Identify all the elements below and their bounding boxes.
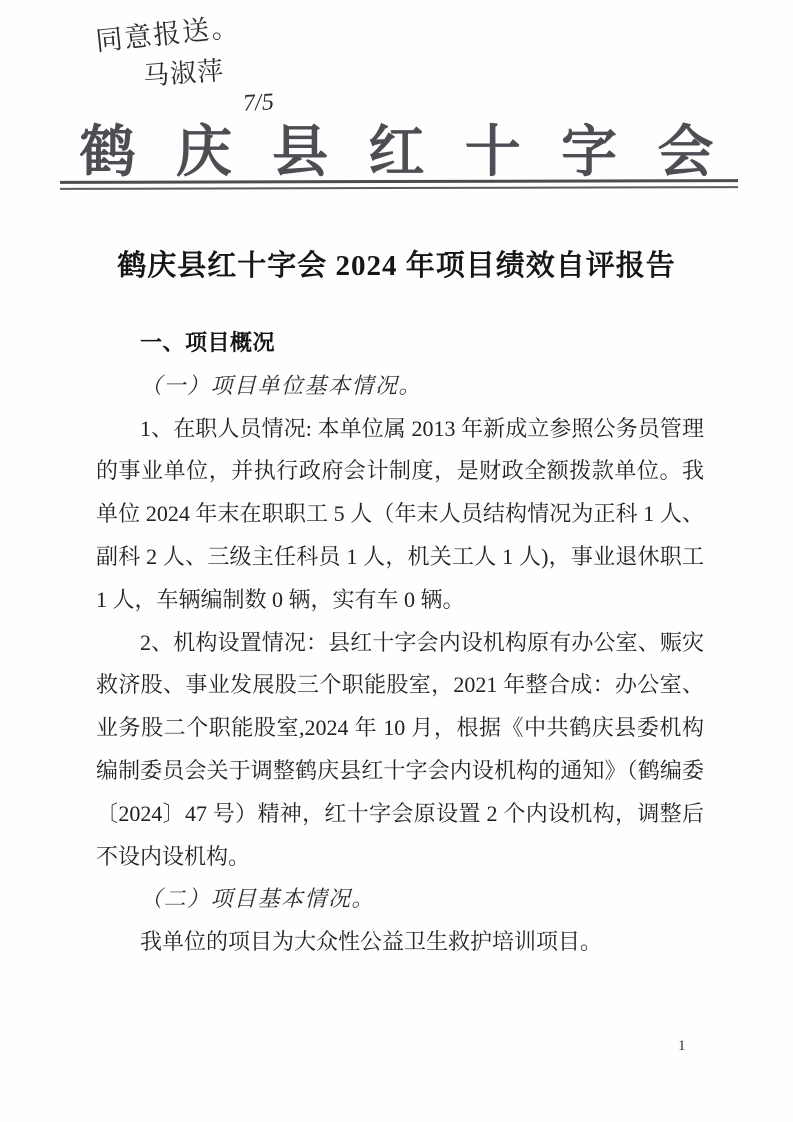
paragraph-staffing: 1、在职人员情况: 本单位属 2013 年新成立参照公务员管理的事业单位，并执行政府会计制度，是财政全额拨款单位。我单位 2024 年末在职职工 5 人（年末人员结构情况为正科 1 人、副科 2 人、三级主任科员 1 人，机关工人 1 人)，事业退休职工 1 人，车辆编制数 0 辆，实有车 0 辆。 <box>96 415 704 612</box>
approval-text: 同意报送。 <box>94 11 242 57</box>
handwritten-annotation <box>95 12 325 117</box>
letterhead <box>0 108 793 188</box>
signature: 马淑萍 <box>142 56 226 91</box>
letterhead-organization: 鹤庆县红十字会 <box>79 122 754 184</box>
subsection-heading-1: （一）项目单位基本情况。 <box>140 372 423 398</box>
document-body <box>96 322 704 964</box>
document-title: 鹤庆县红十字会 2024 年项目绩效自评报告 <box>117 250 676 282</box>
subsection-heading-2: （二）项目基本情况。 <box>140 886 376 912</box>
annotation-date: 7/5 <box>241 89 275 117</box>
section-heading: 一、项目概况 <box>140 330 276 355</box>
letterhead-divider <box>60 179 738 190</box>
paragraph-project: 我单位的项目为大众性公益卫生救护培训项目。 <box>140 929 603 955</box>
page-number: 1 <box>678 1038 686 1054</box>
paragraph-structure: 2、机构设置情况：县红十字会内设机构原有办公室、赈灾救济股、事业发展股三个职能股室，2021 年整合成：办公室、业务股二个职能股室,2024 年 10 月，根据《中共鹤庆县委机构编制委员会关于调整鹤庆县红十字会内设机构的通知》（鹤编委〔2024〕47 号）精神，红十字会原设置 2 个内设机构，调整后不设内设机构。 <box>96 629 704 869</box>
